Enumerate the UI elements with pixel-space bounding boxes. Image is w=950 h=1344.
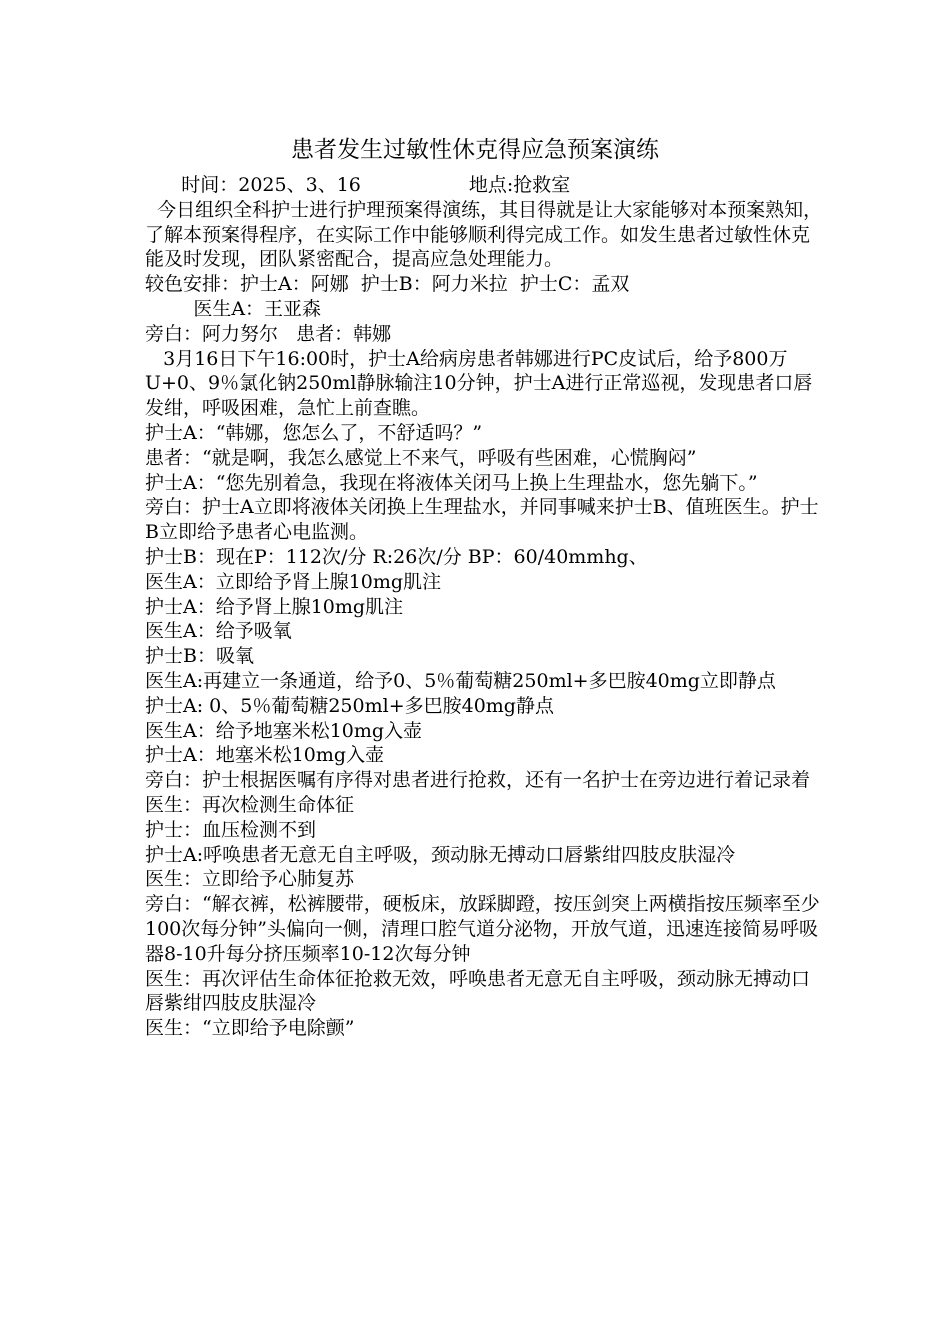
meta-line	[145, 173, 825, 198]
dialogue-line: 旁白：护士根据医嘱有序得对患者进行抢救，还有一名护士在旁边进行着记录着	[145, 769, 811, 792]
roles-line: 较色安排：护士A：阿娜 护士B：阿力米拉 护士C：孟双	[145, 273, 630, 296]
drill-time: 时间：2025、3、16	[181, 174, 361, 196]
dialogue-line: 旁白：护士A立即将液体关闭换上生理盐水，并同事喊来护士B、值班医生。护士B立即给予患者心电监测。	[145, 496, 819, 544]
roles-narrator-line: 旁白：阿力努尔 患者：韩娜	[145, 322, 392, 345]
dialogue-line: 护士A:呼唤患者无意无自主呼吸，颈动脉无搏动口唇紫绀四肢皮肤湿冷	[145, 843, 736, 866]
dialogue-line: 医生A:再建立一条通道，给予0、5％葡萄糖250ml+多巴胺40mg立即静点	[145, 669, 776, 692]
document-body	[145, 173, 825, 1041]
dialogue-line: 医生：“立即给予电除颤”	[145, 1017, 355, 1040]
dialogue-line: 护士：血压检测不到	[145, 818, 317, 841]
dialogue-line: 医生：立即给予心肺复苏	[145, 868, 355, 891]
dialogue-line: 护士B：现在P：112次/分 R:26次/分 BP：60/40mmhg、	[145, 545, 648, 568]
dialogue-line: 医生：再次检测生命体征	[145, 793, 355, 816]
roles-doctor-line: 医生A：王亚森	[145, 297, 322, 320]
dialogue-line: 医生A：给予地塞米松10mg入壶	[145, 719, 423, 742]
dialogue-line: 旁白：“解衣裤，松裤腰带，硬板床，放踩脚蹬，按压剑突上两横指按压频率至少100次每分钟”头偏向一侧，清理口腔气道分泌物，开放气道，迅速连接简易呼吸器8-10升每分挤压频率10-12次每分钟	[145, 893, 820, 965]
dialogue-line: 医生A：给予吸氧	[145, 620, 292, 643]
dialogue-line: 护士A：给予肾上腺10mg肌注	[145, 595, 404, 618]
dialogue-line: 护士A: 0、5％葡萄糖250ml+多巴胺40mg静点	[145, 694, 554, 717]
document-title: 患者发生过敏性休克得应急预案演练	[291, 137, 659, 163]
dialogue-line: 护士A：“您先别着急，我现在将液体关闭马上换上生理盐水，您先躺下。”	[145, 471, 758, 494]
dialogue-line: 患者：“就是啊，我怎么感觉上不来气，呼吸有些困难，心慌胸闷”	[145, 446, 697, 469]
intro-paragraph: 今日组织全科护士进行护理预案得演练，其目得就是让大家能够对本预案熟知，了解本预案得程序，在实际工作中能够顺利得完成工作。如发生患者过敏性休克能及时发现，团队紧密配合，提高应急处理能力。	[145, 198, 823, 271]
drill-location: 地点:抢救室	[468, 174, 571, 196]
dialogue-line: 护士A：地塞米松10mg入壶	[145, 744, 385, 767]
dialogue-line: 医生：再次评估生命体征抢救无效，呼唤患者无意无自主呼吸，颈动脉无搏动口唇紫绀四肢皮肤湿冷	[145, 967, 811, 1015]
dialogue-line: 护士A：“韩娜，您怎么了，不舒适吗？”	[145, 421, 483, 444]
dialogue-line: 护士B：吸氧	[145, 645, 254, 668]
scenario-paragraph: 3月16日下午16:00时，护士A给病房患者韩娜进行PC皮试后，给予800万U+0、9％氯化钠250ml静脉输注10分钟，护士A进行正常巡视，发现患者口唇发绀，呼吸困难，急忙上前查瞧。	[145, 347, 813, 420]
dialogue-line: 医生A：立即给予肾上腺10mg肌注	[145, 570, 442, 593]
